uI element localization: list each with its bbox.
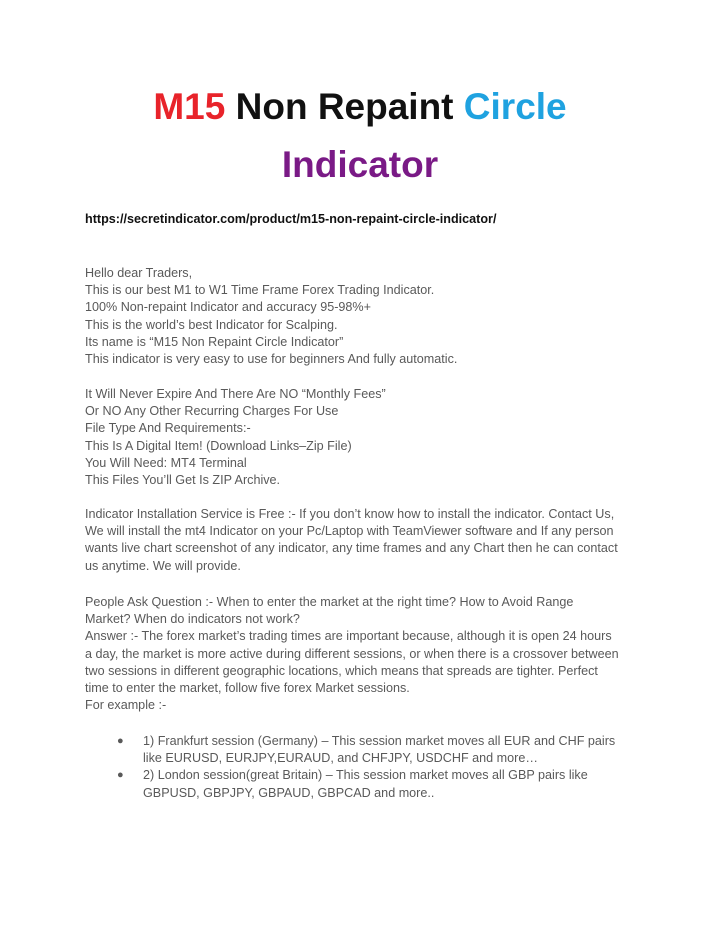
- text-line: People Ask Question :- When to enter the market at the right time? How to Avoid Range: [85, 595, 574, 609]
- text-line: Market? When do indicators not work?: [85, 612, 300, 627]
- text-line: Its name is “M15 Non Repaint Circle Indicator”: [85, 334, 344, 349]
- text-line: For example :-: [85, 698, 167, 713]
- text-line: This Is A Digital Item! (Download Links–Zip File): [85, 438, 352, 453]
- paragraph-installation: [85, 506, 645, 575]
- text-line: 2) London session(great Britain) – This session market moves all GBP pairs like: [143, 768, 588, 783]
- page-title: [0, 88, 720, 125]
- paragraph-intro: [85, 265, 645, 368]
- text-line: File Type And Requirements:-: [85, 421, 251, 436]
- list-item: [85, 767, 645, 801]
- title-circle: Circle: [463, 86, 567, 127]
- text-line: This indicator is very easy to use for beginners And fully automatic.: [85, 352, 458, 367]
- product-url-link[interactable]: https://secretindicator.com/product/m15-non-repaint-circle-indicator/: [85, 212, 497, 226]
- text-line: GBPUSD, GBPJPY, GBPAUD, GBPCAD and more..: [143, 785, 435, 800]
- text-line: a day, the market is more active during different sessions, or when there is a crossover between: [85, 646, 619, 661]
- title-indicator: Indicator: [281, 144, 439, 185]
- text-line: It Will Never Expire And There Are NO “Monthly Fees”: [85, 387, 386, 401]
- bullet-icon: ●: [117, 769, 124, 782]
- text-line: This is the world’s best Indicator for Scalping.: [85, 317, 338, 332]
- text-line: 100% Non-repaint Indicator and accuracy 95-98%+: [85, 300, 371, 315]
- page-title-line2: [0, 146, 720, 183]
- text-line: two sessions in different geographic locations, which means that spreads are tighter. Perfect: [85, 663, 598, 678]
- text-line: We will install the mt4 Indicator on your Pc/Laptop with TeamViewer software and If any person: [85, 524, 614, 539]
- text-line: Hello dear Traders,: [85, 266, 193, 280]
- text-line: This is our best M1 to W1 Time Frame Forex Trading Indicator.: [85, 283, 435, 298]
- text-line: us anytime. We will provide.: [85, 558, 241, 573]
- paragraph-faq: [85, 594, 645, 714]
- bullet-icon: ●: [117, 735, 124, 747]
- text-line: Answer :- The forex market’s trading times are important because, although it is open 24 hours: [85, 629, 612, 644]
- list-item: [85, 733, 645, 767]
- title-m15: M15: [153, 86, 226, 127]
- text-line: time to enter the market, follow five forex Market sessions.: [85, 681, 410, 696]
- text-line: Or NO Any Other Recurring Charges For Use: [85, 404, 339, 419]
- text-line: like EURUSD, EURJPY,EURAUD, and CHFJPY, USDCHF and more…: [143, 751, 538, 766]
- text-line: wants live chart screenshot of any indicator, any time frames and any Chart then he can contact: [85, 541, 618, 556]
- text-line: 1) Frankfurt session (Germany) – This session market moves all EUR and CHF pairs: [143, 734, 616, 748]
- text-line: Indicator Installation Service is Free :- If you don’t know how to install the indicator. Contact Us,: [85, 507, 615, 521]
- text-line: You Will Need: MT4 Terminal: [85, 455, 247, 470]
- title-non-repaint: Non Repaint: [235, 86, 454, 127]
- session-bullet-list: [85, 733, 645, 802]
- paragraph-requirements: [85, 386, 645, 489]
- text-line: This Files You’ll Get Is ZIP Archive.: [85, 473, 281, 488]
